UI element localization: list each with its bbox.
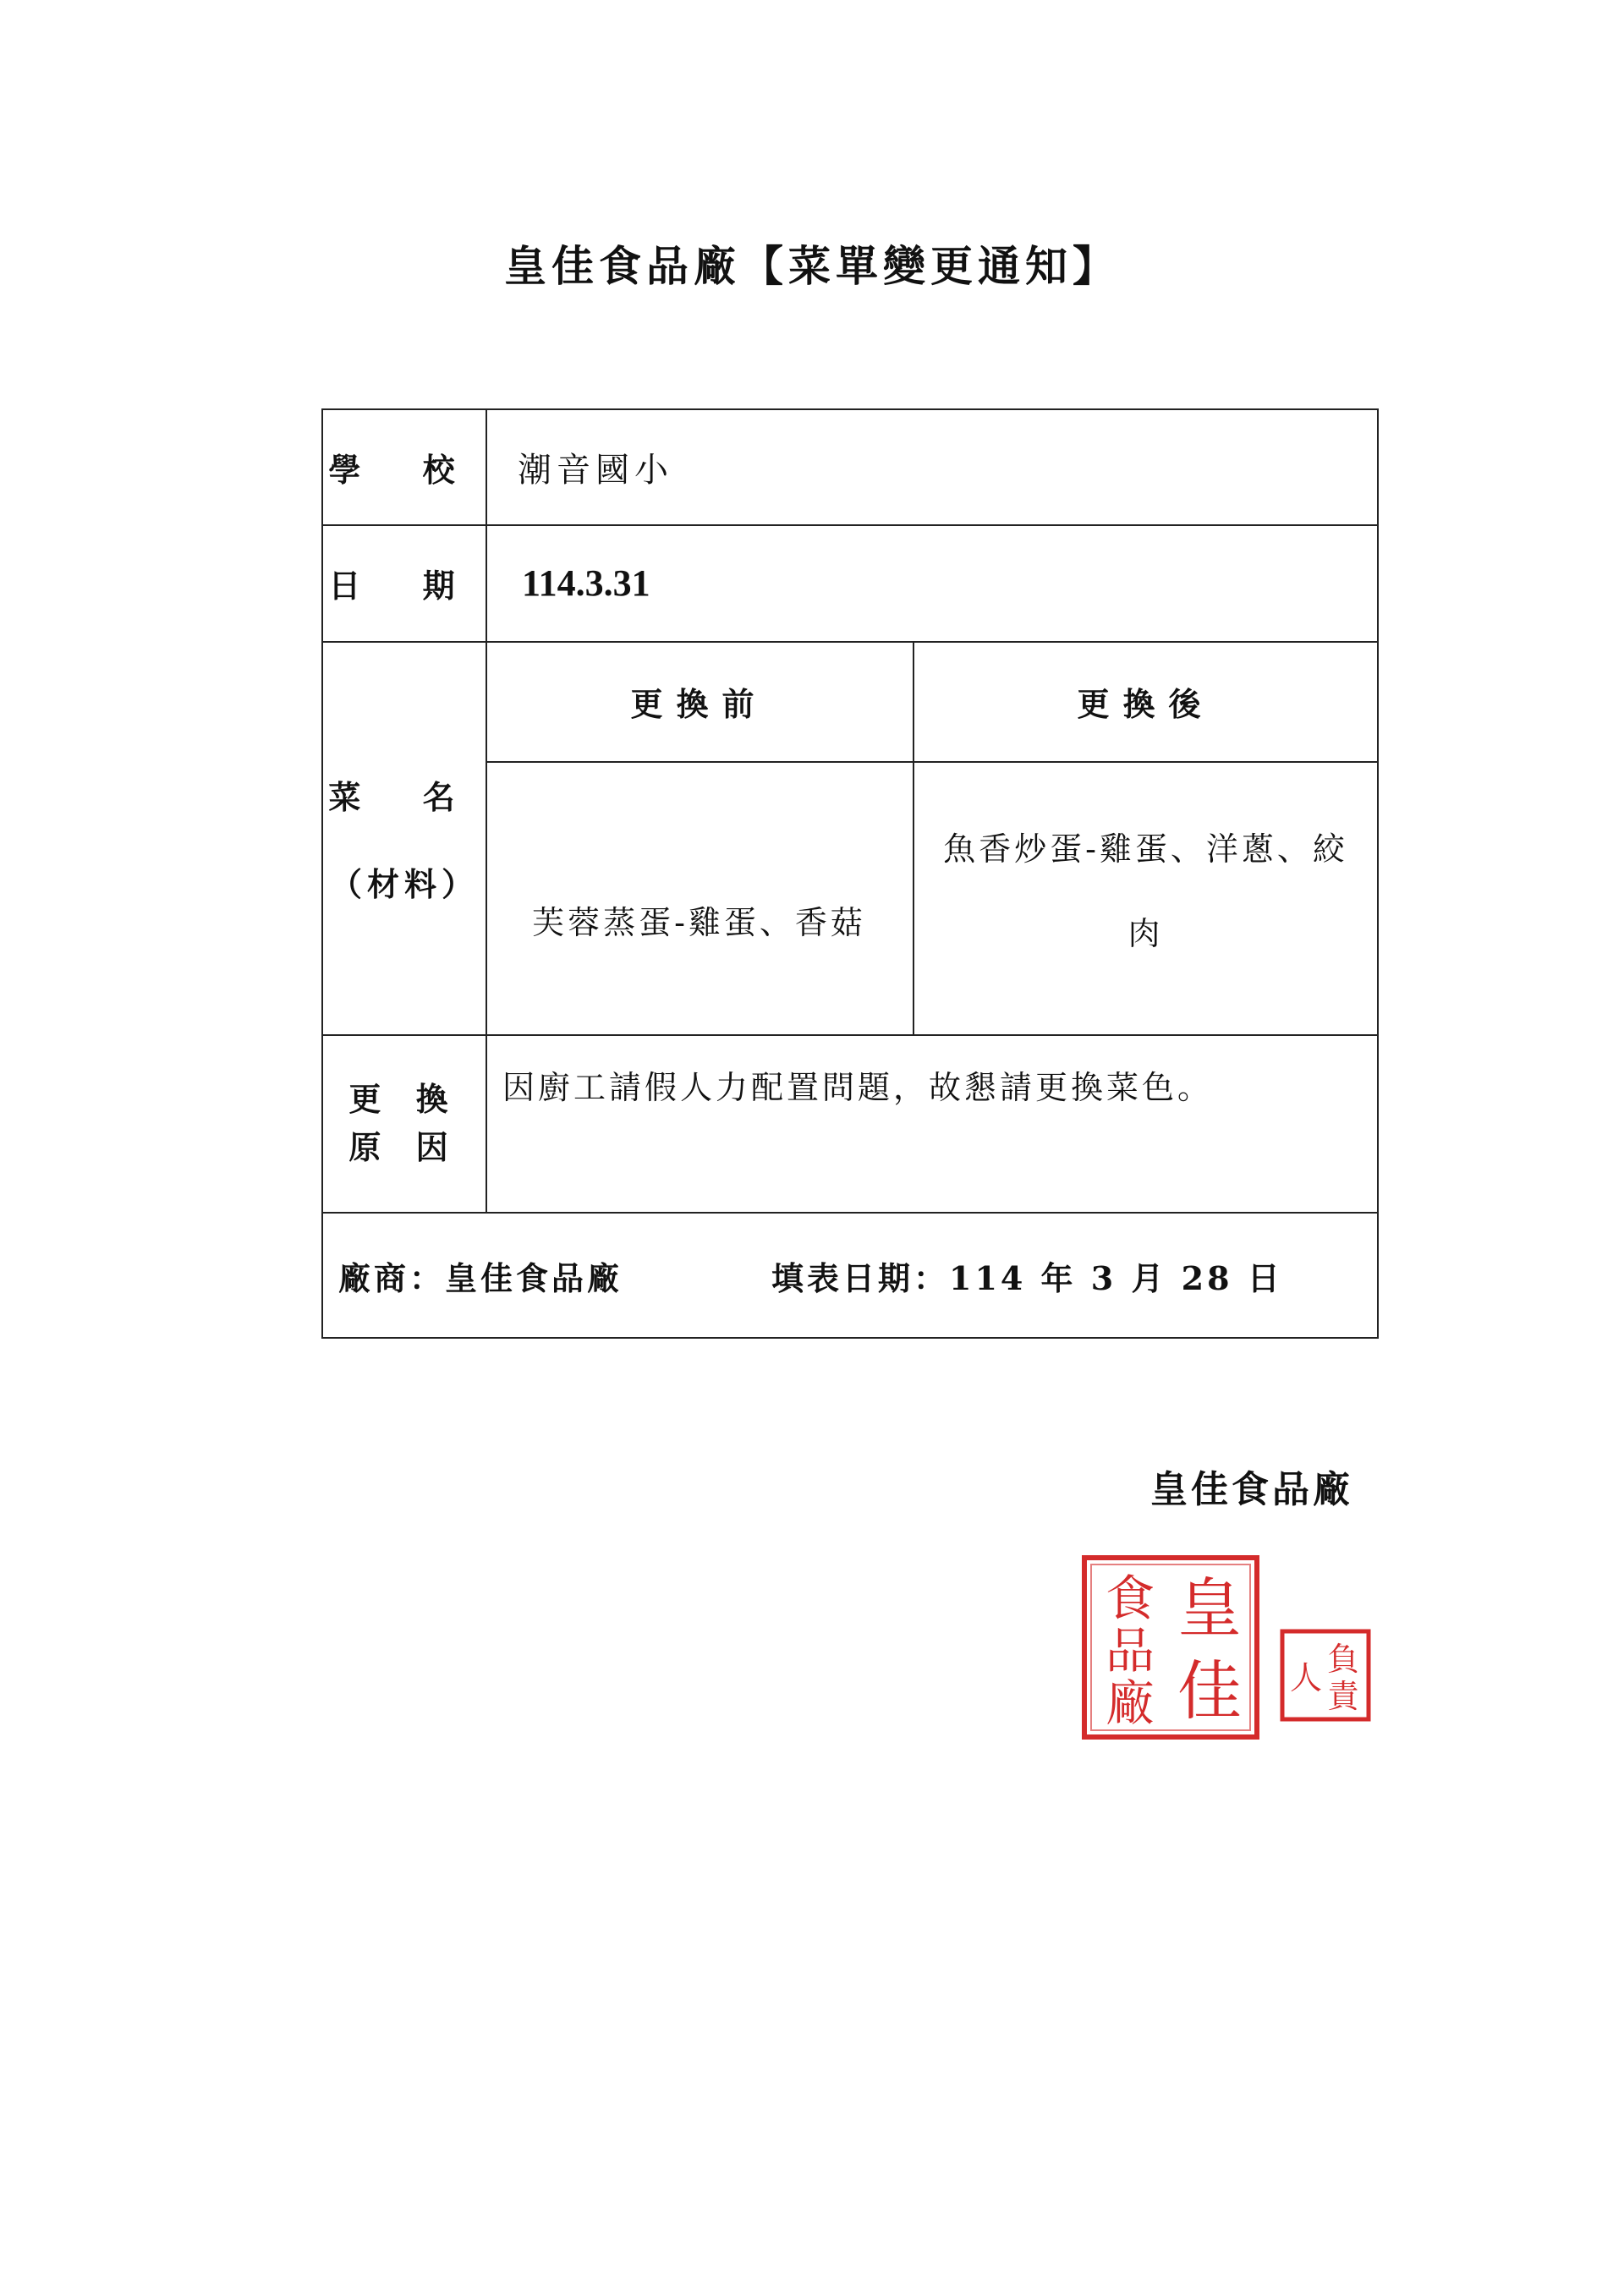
date-label: 日 期	[328, 566, 480, 605]
svg-text:佳: 佳	[1177, 1653, 1242, 1729]
svg-text:負: 負	[1326, 1641, 1360, 1678]
before-dish: 芙蓉蒸蛋-雞蛋、香菇	[532, 904, 866, 942]
dish-label-line2: （材料）	[329, 864, 479, 903]
dish-label-line1: 菜 名	[328, 777, 480, 816]
school-value: 潮音國小	[518, 451, 673, 490]
after-dish-line1: 魚香炒蛋-雞蛋、洋蔥、絞	[943, 830, 1348, 868]
after-dish	[913, 761, 1379, 1034]
fill-date-text: 填表日期：114 年 3 月 28 日	[771, 1258, 1283, 1297]
svg-text:廠: 廠	[1105, 1674, 1155, 1732]
after-dish-line2: 肉	[1127, 915, 1164, 953]
dish-label	[323, 641, 486, 1034]
before-header: 更換前	[630, 684, 768, 723]
school-label: 學 校	[328, 451, 480, 489]
company-signature-name: 皇佳食品廠	[1150, 1468, 1353, 1511]
svg-text:品: 品	[1105, 1622, 1155, 1680]
after-header: 更換後	[1077, 684, 1215, 723]
svg-text:責: 責	[1326, 1678, 1360, 1715]
company-seal-stamp	[1081, 1554, 1260, 1740]
vendor-text: 廠商：皇佳食品廠	[338, 1258, 623, 1297]
reason-label	[323, 1034, 486, 1212]
reason-value: 因廚工請假人力配置問題，故懇請更換菜色。	[502, 1069, 1214, 1106]
reason-label-line1: 更 換	[348, 1080, 460, 1118]
svg-text:人: 人	[1289, 1659, 1323, 1696]
page-title: 皇佳食品廠【菜單變更通知】	[504, 241, 1120, 291]
svg-text:食: 食	[1105, 1570, 1155, 1627]
svg-text:皇: 皇	[1177, 1570, 1242, 1646]
notice-form	[321, 408, 1379, 1339]
date-value: 114.3.31	[522, 562, 650, 604]
reason-label-line2: 原 因	[348, 1128, 460, 1166]
personal-seal-stamp	[1279, 1628, 1372, 1723]
